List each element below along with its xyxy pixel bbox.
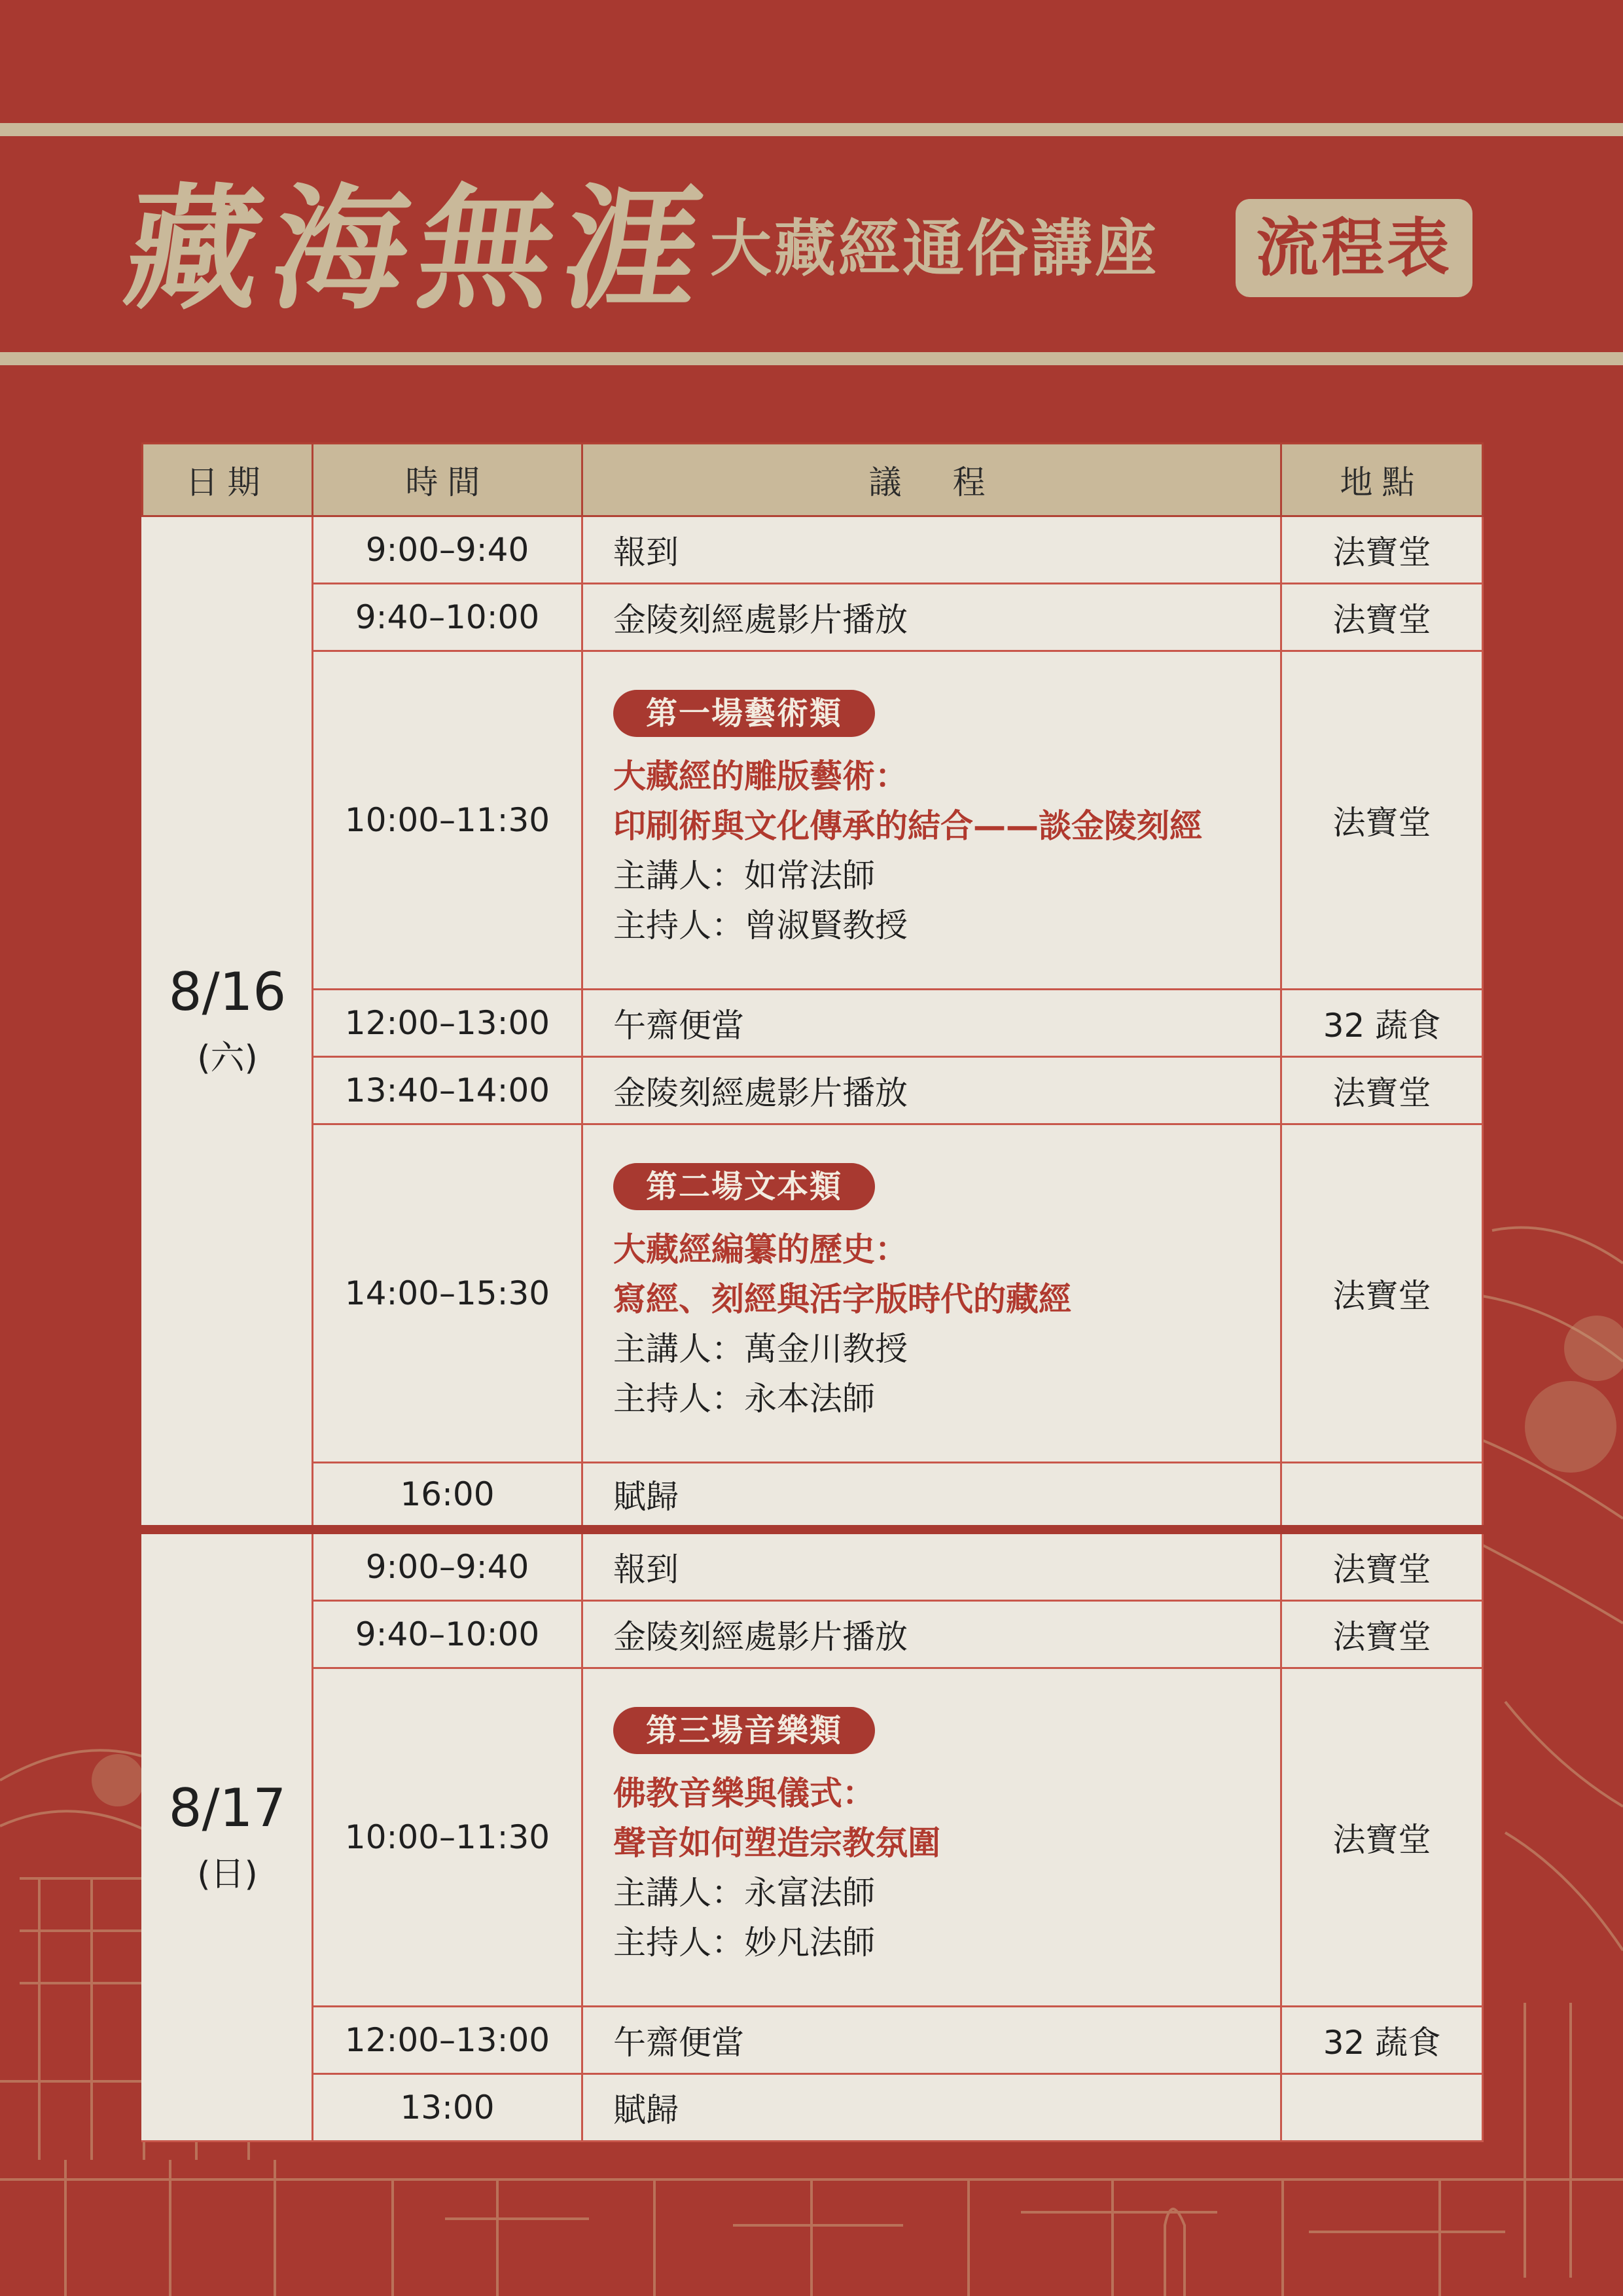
weekday-label: (日): [197, 1854, 258, 1894]
lecture-title-line: 聲音如何塑造宗教氛圍: [613, 1824, 940, 1862]
table-row: [143, 1124, 1483, 1463]
lecture-cell: [582, 1124, 1281, 1463]
table-row: [143, 584, 1483, 651]
time-cell: 13:00: [313, 2074, 582, 2142]
date-label: 8/16: [168, 961, 287, 1022]
place-cell: 法寶堂: [1281, 1124, 1483, 1463]
table-row: [143, 1463, 1483, 1530]
place-cell: [1281, 2074, 1483, 2142]
place-cell: 32 蔬食: [1281, 990, 1483, 1057]
table-row: [143, 2074, 1483, 2142]
place-cell: 法寶堂: [1281, 584, 1483, 651]
column-header-place: 地點: [1281, 444, 1483, 516]
schedule-table: [141, 442, 1484, 2142]
session-badge: 第二場文本類: [613, 1163, 875, 1210]
column-header-agenda: 議 程: [582, 444, 1281, 516]
agenda-cell: 金陵刻經處影片播放: [582, 584, 1281, 651]
table-row: [143, 990, 1483, 1057]
place-cell: 法寶堂: [1281, 651, 1483, 990]
lecture-title-line: 寫經、刻經與活字版時代的藏經: [613, 1280, 1071, 1318]
place-cell: [1281, 1463, 1483, 1530]
place-cell: 法寶堂: [1281, 516, 1483, 584]
table-row: [143, 1057, 1483, 1124]
calligraphy-logo: 藏 海 無 涯: [116, 170, 711, 328]
speaker-label: 主講人：永富法師: [613, 1874, 875, 1912]
time-cell: 12:00–13:00: [313, 990, 582, 1057]
agenda-cell: 金陵刻經處影片播放: [582, 1057, 1281, 1124]
date-cell: [143, 516, 313, 1530]
agenda-cell: 賦歸: [582, 1463, 1281, 1530]
table-row: [143, 1668, 1483, 2007]
date-cell: [143, 1530, 313, 2142]
page-subtitle: 大藏經通俗講座: [710, 213, 1160, 285]
lecture-cell: [582, 651, 1281, 990]
schedule-stamp: 流程表: [1236, 199, 1472, 297]
place-cell: 法寶堂: [1281, 1668, 1483, 2007]
place-cell: 法寶堂: [1281, 1530, 1483, 1601]
table-header-row: [143, 444, 1483, 516]
lecture-title-line: 大藏經的雕版藝術：: [613, 757, 908, 795]
agenda-cell: 報到: [582, 1530, 1281, 1601]
session-badge: 第三場音樂類: [613, 1707, 875, 1754]
date-label: 8/17: [168, 1777, 287, 1839]
table-row: [143, 651, 1483, 990]
speaker-label: 主講人：萬金川教授: [613, 1330, 908, 1368]
agenda-cell: 午齋便當: [582, 2007, 1281, 2074]
host-label: 主持人：妙凡法師: [613, 1924, 875, 1962]
time-cell: 12:00–13:00: [313, 2007, 582, 2074]
agenda-cell: 金陵刻經處影片播放: [582, 1601, 1281, 1668]
agenda-cell: 賦歸: [582, 2074, 1281, 2142]
time-cell: 9:00–9:40: [313, 1530, 582, 1601]
table-row: [143, 516, 1483, 584]
header-rule-bottom: [0, 352, 1623, 365]
speaker-label: 主講人：如常法師: [613, 857, 875, 895]
place-cell: 32 蔬食: [1281, 2007, 1483, 2074]
place-cell: 法寶堂: [1281, 1601, 1483, 1668]
time-cell: 10:00–11:30: [313, 1668, 582, 2007]
host-label: 主持人：永本法師: [613, 1380, 875, 1418]
time-cell: 9:40–10:00: [313, 1601, 582, 1668]
weekday-label: (六): [197, 1038, 258, 1078]
lecture-title-line: 大藏經編纂的歷史：: [613, 1230, 908, 1268]
column-header-date: 日期: [143, 444, 313, 516]
agenda-cell: 午齋便當: [582, 990, 1281, 1057]
host-label: 主持人：曾淑賢教授: [613, 906, 908, 944]
place-cell: 法寶堂: [1281, 1057, 1483, 1124]
header-rule-top: [0, 123, 1623, 136]
time-cell: 9:00–9:40: [313, 516, 582, 584]
session-badge: 第一場藝術類: [613, 690, 875, 737]
time-cell: 9:40–10:00: [313, 584, 582, 651]
time-cell: 10:00–11:30: [313, 651, 582, 990]
table-row: [143, 2007, 1483, 2074]
column-header-time: 時間: [313, 444, 582, 516]
lecture-title-line: 印刷術與文化傳承的結合——談金陵刻經: [613, 807, 1202, 845]
table-row: [143, 1601, 1483, 1668]
time-cell: 14:00–15:30: [313, 1124, 582, 1463]
table-row: [143, 1530, 1483, 1601]
lecture-title-line: 佛教音樂與儀式：: [613, 1774, 875, 1812]
time-cell: 13:40–14:00: [313, 1057, 582, 1124]
time-cell: 16:00: [313, 1463, 582, 1530]
lecture-cell: [582, 1668, 1281, 2007]
agenda-cell: 報到: [582, 516, 1281, 584]
